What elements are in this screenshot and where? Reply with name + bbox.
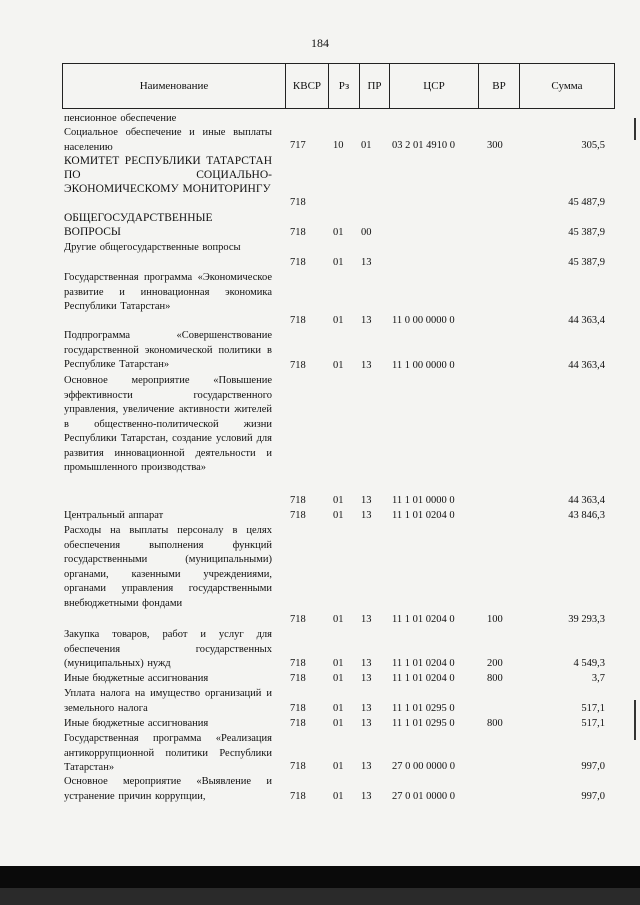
table-row xyxy=(0,211,640,241)
header-pr: ПР xyxy=(359,64,389,108)
cell-pr: 13 xyxy=(361,658,372,669)
cell-rz: 10 xyxy=(333,140,344,151)
table-row xyxy=(0,126,640,154)
cell-rz: 01 xyxy=(333,614,344,625)
row-name: ОБЩЕГОСУДАРСТВЕННЫЕ ВОПРОСЫ xyxy=(64,212,213,238)
table-row xyxy=(0,672,640,687)
cell-rz: 01 xyxy=(333,673,344,684)
table-row xyxy=(0,154,640,211)
cell-csr: 03 2 01 4910 0 xyxy=(392,140,455,151)
cell-csr: 11 1 01 0295 0 xyxy=(392,703,455,714)
table-row xyxy=(0,732,640,775)
cell-kvsr: 718 xyxy=(290,360,306,371)
cell-rz: 01 xyxy=(333,495,344,506)
cell-sum: 997,0 xyxy=(581,791,605,802)
cell-rz: 01 xyxy=(333,703,344,714)
table-row xyxy=(0,509,640,524)
scan-border xyxy=(0,888,640,905)
header-vr: ВР xyxy=(478,64,519,108)
cell-rz: 01 xyxy=(333,791,344,802)
cell-rz: 01 xyxy=(333,360,344,371)
table-row xyxy=(0,241,640,271)
cell-csr: 27 0 00 0000 0 xyxy=(392,761,455,772)
cell-pr: 13 xyxy=(361,718,372,729)
table-row xyxy=(0,687,640,717)
cell-csr: 11 1 01 0295 0 xyxy=(392,718,455,729)
cell-sum: 45 387,9 xyxy=(568,257,605,268)
page-number: 184 xyxy=(311,36,329,50)
cell-csr: 27 0 01 0000 0 xyxy=(392,791,455,802)
cell-rz: 01 xyxy=(333,510,344,521)
row-name: Центральный аппарат xyxy=(64,510,164,521)
cell-kvsr: 718 xyxy=(290,227,306,238)
table-row xyxy=(0,628,640,672)
cell-csr: 11 0 00 0000 0 xyxy=(392,315,455,326)
row-name: Подпрограмма «Совершенствование государственной экономической политики в Республике Татарстан» xyxy=(64,330,272,370)
cell-kvsr: 718 xyxy=(290,673,306,684)
cell-sum: 44 363,4 xyxy=(568,495,605,506)
cell-kvsr: 717 xyxy=(290,140,306,151)
scan-border xyxy=(0,866,640,888)
table-row xyxy=(0,374,640,509)
cell-rz: 01 xyxy=(333,227,344,238)
cell-kvsr: 718 xyxy=(290,703,306,714)
scan-edge-mark xyxy=(634,700,636,740)
row-name: Уплата налога на имущество организаций и земельного налога xyxy=(64,688,272,714)
cell-sum: 45 387,9 xyxy=(568,227,605,238)
row-name: Иные бюджетные ассигнования xyxy=(64,673,209,684)
cell-pr: 13 xyxy=(361,791,372,802)
cell-sum: 39 293,3 xyxy=(568,614,605,625)
cell-csr: 11 1 01 0204 0 xyxy=(392,614,455,625)
cell-kvsr: 718 xyxy=(290,718,306,729)
cell-rz: 01 xyxy=(333,761,344,772)
cell-sum: 4 549,3 xyxy=(573,658,605,669)
cell-sum: 44 363,4 xyxy=(568,315,605,326)
row-name: Иные бюджетные ассигнования xyxy=(64,718,209,729)
cell-kvsr: 718 xyxy=(290,614,306,625)
cell-vr: 300 xyxy=(487,140,503,151)
cell-vr: 800 xyxy=(487,673,503,684)
cell-sum: 45 487,9 xyxy=(568,197,605,208)
row-name: Государственная программа «Экономическое развитие и инновационная экономика Республики Татарстан» xyxy=(64,272,272,312)
cell-pr: 13 xyxy=(361,614,372,625)
table-row xyxy=(0,717,640,732)
cell-rz: 01 xyxy=(333,315,344,326)
table-row xyxy=(0,524,640,628)
header-rz: Рз xyxy=(328,64,359,108)
cell-kvsr: 718 xyxy=(290,761,306,772)
cell-sum: 44 363,4 xyxy=(568,360,605,371)
cell-csr: 11 1 01 0204 0 xyxy=(392,673,455,684)
cell-kvsr: 718 xyxy=(290,495,306,506)
table-row xyxy=(0,271,640,329)
table-body xyxy=(0,112,640,805)
cell-sum: 997,0 xyxy=(581,761,605,772)
header-sum: Сумма xyxy=(519,64,614,108)
cell-csr: 11 1 01 0204 0 xyxy=(392,658,455,669)
cell-pr: 13 xyxy=(361,673,372,684)
cell-sum: 305,5 xyxy=(581,140,605,151)
cell-pr: 13 xyxy=(361,703,372,714)
cell-vr: 100 xyxy=(487,614,503,625)
header-kvsr: КВСР xyxy=(285,64,328,108)
cell-kvsr: 718 xyxy=(290,791,306,802)
row-name: КОМИТЕТ РЕСПУБЛИКИ ТАТАРСТАН ПО СОЦИАЛЬНО-ЭКОНОМИЧЕСКОМУ МОНИТОРИНГУ xyxy=(64,155,272,195)
cell-pr: 13 xyxy=(361,510,372,521)
cell-csr: 11 1 01 0204 0 xyxy=(392,510,455,521)
cell-kvsr: 718 xyxy=(290,658,306,669)
row-name: Социальное обеспечение и иные выплаты населению xyxy=(64,127,272,153)
header-name: Наименование xyxy=(139,80,209,92)
cell-pr: 13 xyxy=(361,257,372,268)
cell-vr: 800 xyxy=(487,718,503,729)
cell-sum: 517,1 xyxy=(581,718,605,729)
row-name: Закупка товаров, работ и услуг для обеспечения государственных (муниципальных) нужд xyxy=(64,629,272,669)
cell-kvsr: 718 xyxy=(290,510,306,521)
table-row xyxy=(0,112,640,126)
row-name: Государственная программа «Реализация антикоррупционной политики Республики Татарстан» xyxy=(64,733,272,773)
row-name: Другие общегосударственные вопросы xyxy=(64,242,241,253)
cell-kvsr: 718 xyxy=(290,197,306,208)
table-row xyxy=(0,775,640,805)
cell-vr: 200 xyxy=(487,658,503,669)
cell-pr: 00 xyxy=(361,227,372,238)
cell-csr: 11 1 01 0000 0 xyxy=(392,495,455,506)
cell-pr: 13 xyxy=(361,315,372,326)
cell-pr: 13 xyxy=(361,360,372,371)
cell-pr: 01 xyxy=(361,140,372,151)
cell-sum: 43 846,3 xyxy=(568,510,605,521)
scan-edge-mark xyxy=(634,118,636,140)
cell-rz: 01 xyxy=(333,257,344,268)
cell-sum: 517,1 xyxy=(581,703,605,714)
header-csr: ЦСР xyxy=(389,64,478,108)
cell-rz: 01 xyxy=(333,718,344,729)
row-name: Основное мероприятие «Повышение эффективности государственного управления, увеличение активности жителей в общественно-политической жизни Республики Татарстан, создание условий для развития инновационной деятельности и промышленного производства» xyxy=(64,375,272,473)
cell-sum: 3,7 xyxy=(591,673,605,684)
row-name: Основное мероприятие «Выявление и устранение причин коррупции, xyxy=(64,776,272,802)
cell-kvsr: 718 xyxy=(290,257,306,268)
cell-csr: 11 1 00 0000 0 xyxy=(392,360,455,371)
cell-rz: 01 xyxy=(333,658,344,669)
row-name: пенсионное обеспечение xyxy=(64,113,177,124)
cell-kvsr: 718 xyxy=(290,315,306,326)
row-name: Расходы на выплаты персоналу в целях обеспечения выполнения функций государственными (муниципальными) органами, казенными учреждениями, органами управления государственными внебюджетными фондами xyxy=(64,525,272,609)
table-row xyxy=(0,329,640,374)
cell-pr: 13 xyxy=(361,495,372,506)
cell-pr: 13 xyxy=(361,761,372,772)
table-header xyxy=(62,63,615,109)
